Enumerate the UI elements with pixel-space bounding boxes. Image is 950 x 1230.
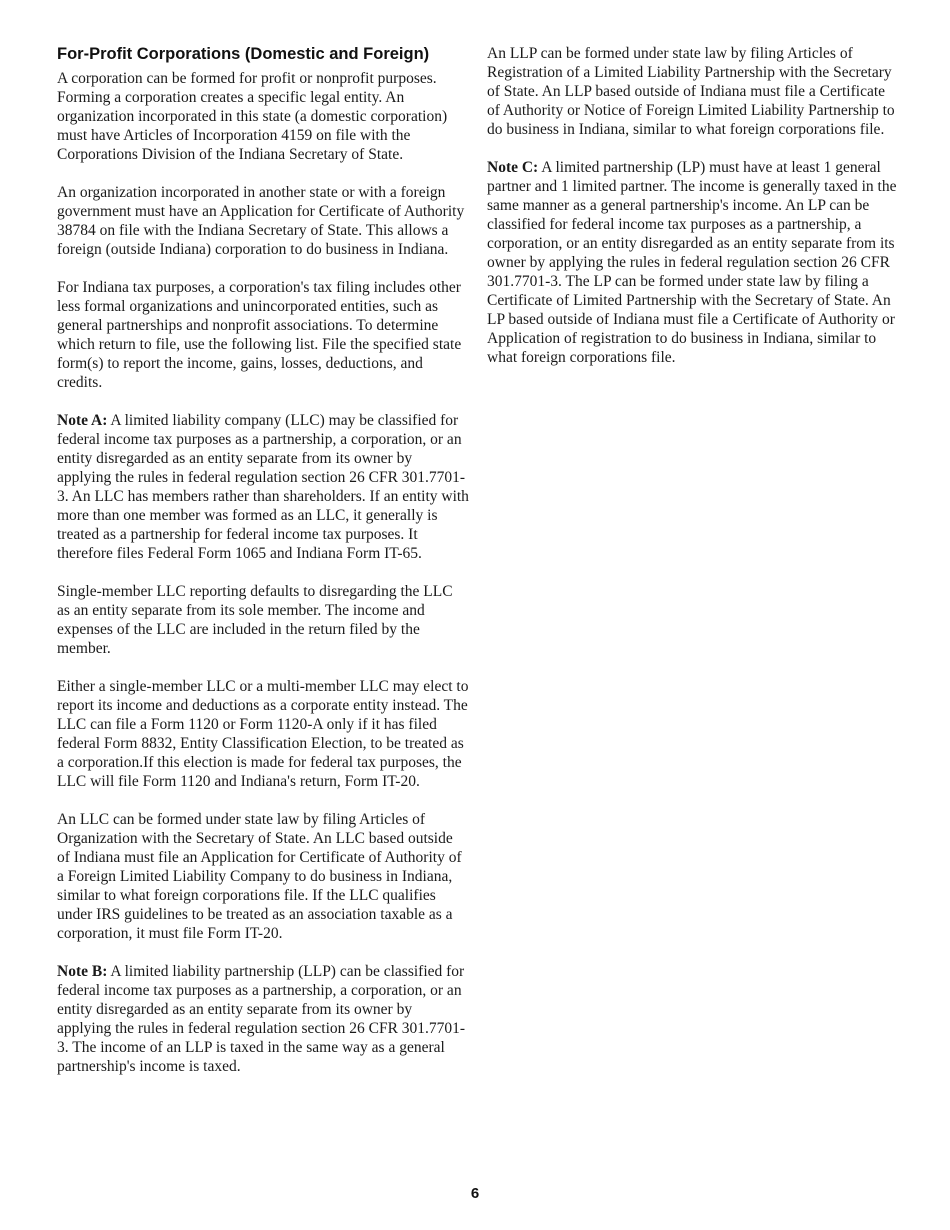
- paragraph-text: Either a single-member LLC or a multi-member LLC may elect to report its income and deductions as a corporate entity instead. The LLC can file a Form 1120 or Form 1120-A only if it has filed federal Form 8832, Entity Classification Election, to be treated as a corporation.If this election is made for federal tax purposes, the LLC will file Form 1120 and Indiana's return, Form IT-20.: [57, 678, 469, 790]
- note-b-label: Note B:: [57, 963, 108, 980]
- paragraph: [487, 44, 899, 139]
- paragraph: [57, 183, 469, 259]
- paragraph-text: An organization incorporated in another state or with a foreign government must have an Application for Certificate of Authority 38784 on file with the Indiana Secretary of State. This allows a foreign (outside Indiana) corporation to do business in Indiana.: [57, 184, 465, 258]
- note-a-label: Note A:: [57, 412, 108, 429]
- paragraph-text: A limited partnership (LP) must have at least 1 general partner and 1 limited partner. The income is generally taxed in the same manner as a general partnership's income. An LP can be classified for federal income tax purposes as a partnership, a corporation, or an entity disregarded as an entity separate from its owner by applying the rules in federal regulation section 26 CFR 301.7701-3. The LP can be formed under state law by filing a Certificate of Limited Partnership with the Secretary of State. An LP based outside of Indiana must file a Certificate of Authority or Application of registration to do business in Indiana, similar to what foreign corporations file.: [487, 159, 897, 366]
- note-c-label: Note C:: [487, 159, 539, 176]
- page-number: 6: [470, 1185, 480, 1202]
- paragraph-text: An LLP can be formed under state law by filing Articles of Registration of a Limited Liability Partnership with the Secretary of State. An LLP based outside of Indiana must file a Certificate of Authority or Notice of Foreign Limited Liability Partnership to do business in Indiana, similar to what foreign corporations file.: [487, 45, 895, 138]
- paragraph-text: A corporation can be formed for profit or nonprofit purposes. Forming a corporation creates a specific legal entity. An organization incorporated in this state (a domestic corporation) must have Articles of Incorporation 4159 on file with the Corporations Division of the Indiana Secretary of State.: [57, 70, 448, 163]
- paragraph-text: Single-member LLC reporting defaults to disregarding the LLC as an entity separate from its sole member. The income and expenses of the LLC are included in the return filed by the member.: [57, 583, 453, 657]
- paragraph-note-c: [487, 158, 899, 367]
- right-column: [487, 44, 899, 386]
- paragraph-text: An LLC can be formed under state law by filing Articles of Organization with the Secretary of State. An LLC based outside of Indiana must file an Application for Certificate of Authority of a Foreign Limited Liability Company to do business in Indiana, similar to what foreign corporations file. If the LLC qualifies under IRS guidelines to be treated as an association taxable as a corporation, it must file Form IT-20.: [57, 811, 462, 942]
- paragraph-text: A limited liability partnership (LLP) can be classified for federal income tax purposes as a partnership, a corporation, or an entity disregarded as an entity separate from its owner by applying the rules in federal regulation section 26 CFR 301.7701-3. The income of an LLP is taxed in the same way as a general partnership's income is taxed.: [57, 963, 466, 1075]
- two-column-layout: [57, 44, 912, 1095]
- paragraph: [57, 582, 469, 658]
- paragraph-note-a: [57, 411, 469, 563]
- paragraph: [57, 278, 469, 392]
- paragraph-note-b: [57, 962, 469, 1076]
- paragraph-text: For Indiana tax purposes, a corporation's tax filing includes other less formal organizations and unincorporated entities, such as general partnerships and nonprofit associations. To determine which return to file, use the following list. File the specified state form(s) to report the income, gains, losses, deductions, and credits.: [57, 279, 462, 391]
- section-heading: For-Profit Corporations (Domestic and Foreign): [57, 45, 430, 63]
- paragraph: [57, 810, 469, 943]
- left-column: [57, 44, 469, 1095]
- paragraph-text: A limited liability company (LLC) may be classified for federal income tax purposes as a partnership, a corporation, or an entity disregarded as an entity separate from its owner by applying the rules in federal regulation section 26 CFR 301.7701-3. An LLC has members rather than shareholders. If an entity with more than one member was formed as an LLC, it generally is treated as a partnership for federal income tax purposes. It therefore files Federal Form 1065 and Indiana Form IT-65.: [57, 412, 469, 562]
- paragraph: [57, 677, 469, 791]
- paragraph: [57, 69, 469, 164]
